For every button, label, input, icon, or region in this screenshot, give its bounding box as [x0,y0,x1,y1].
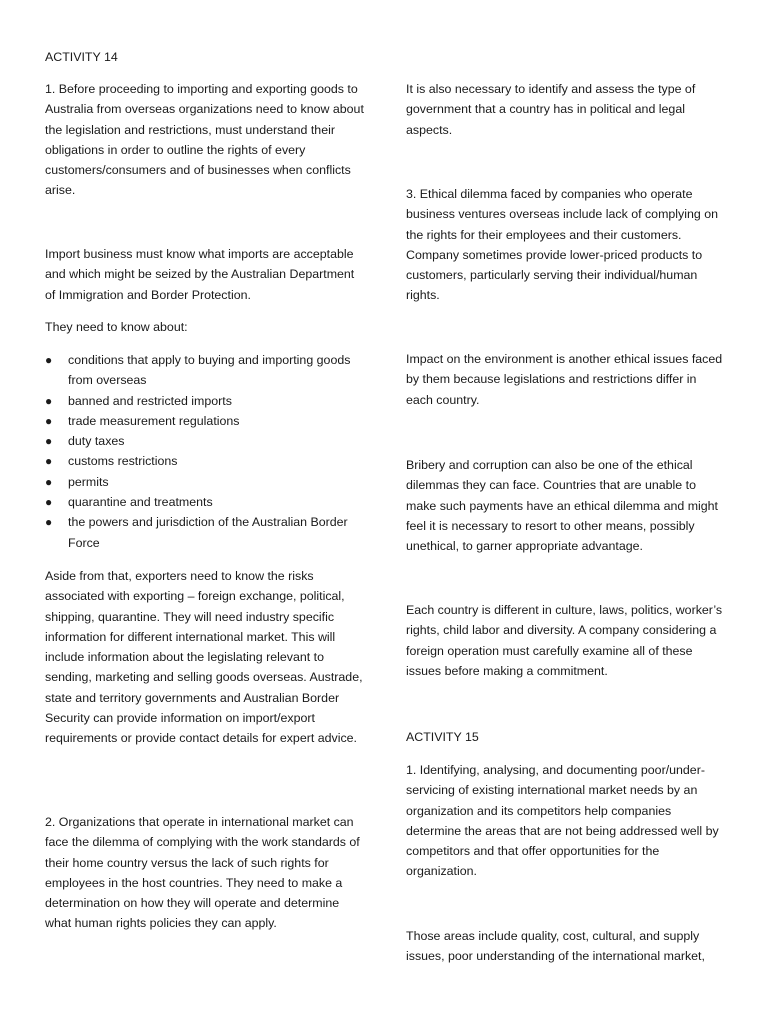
list-item: ● duty taxes [45,431,367,451]
areas-paragraph: Those areas include quality, cost, cultural, and supply issues, poor understanding of the international market, [406,929,705,964]
bullet-icon: ● [45,413,53,428]
activity-14-question-1: 1. Before proceeding to importing and exporting goods to Australia from overseas organizations need to know about the legislation and restrictions, must understand their obligations in order to outline the rights of every customers/consumers and of businesses when conflicts arise. [45,82,364,198]
government-type-paragraph: It is also necessary to identify and assess the type of government that a country has in political and legal aspects. [406,82,696,137]
exporters-risks-paragraph: Aside from that, exporters need to know the risks associated with exporting – foreign exchange, political, shipping, quarantine. They will need industry specific information for different international market. This will include information about the legislating relevant to sending, marketing and selling goods overseas. Austrade, state and territory governments and Australian Border Security can provide information on import/export requirements or provide contact details for expert advice. [45,569,363,746]
list-item: ● banned and restricted imports [45,391,367,411]
bullet-icon: ● [45,353,53,367]
list-item: ● permits [45,472,367,492]
list-item: ● trade measurement regulations [45,411,367,431]
environment-impact-paragraph: Impact on the environment is another ethical issues faced by them because legislations and restrictions differ in each country. [406,352,723,407]
bullet-icon: ● [45,434,53,449]
list-item: ● the powers and jurisdiction of the Australian Border Force [45,512,367,553]
activity-15-heading: ACTIVITY 15 [406,730,479,744]
activity-15-question-1: 1. Identifying, analysing, and documenting poor/under-servicing of existing international market needs by an organization and its competitors help companies determine the areas that are not being addressed well by competitors and that offer opportunities for the organization. [406,763,719,879]
bullet-icon: ● [45,495,53,510]
bullet-icon: ● [45,515,53,530]
bribery-corruption-paragraph: Bribery and corruption can also be one of the ethical dilemmas they can face. Countries that are unable to make such payments have an ethical dilemma and might feel it is necessary to resort to other means, possibly unethical, to garner appropriate advantage. [406,458,718,554]
bullet-icon: ● [45,474,53,489]
activity-14-question-3: 3. Ethical dilemma faced by companies who operate business ventures overseas include lack of complying on the rights for their employees and their customers. Company sometimes provide lower-priced products to customers, particularly serving their individual/human rights. [406,187,718,303]
list-item: ● customs restrictions [45,451,367,471]
list-item: ● conditions that apply to buying and importing goods from overseas [45,350,367,391]
list-item: ● quarantine and treatments [45,492,367,512]
activity-14-question-2: 2. Organizations that operate in international market can face the dilemma of complying with the work standards of their home country versus the lack of such rights for employees in the host countries. They need to make a determination on how they will operate and determine what human rights policies they can apply. [45,815,360,931]
activity-14-heading: ACTIVITY 14 [45,50,118,64]
need-to-know-intro: They need to know about: [45,320,188,334]
import-business-paragraph: Import business must know what imports are acceptable and which might be seized by the Australian Department of Immigration and Border Protection. [45,247,355,302]
bullet-icon: ● [45,393,53,408]
bullet-icon: ● [45,454,53,469]
import-requirements-list [45,350,367,553]
country-differences-paragraph: Each country is different in culture, laws, politics, worker’s rights, child labor and diversity. A company considering a foreign operation must carefully examine all of these issues before making a commitment. [406,603,723,678]
